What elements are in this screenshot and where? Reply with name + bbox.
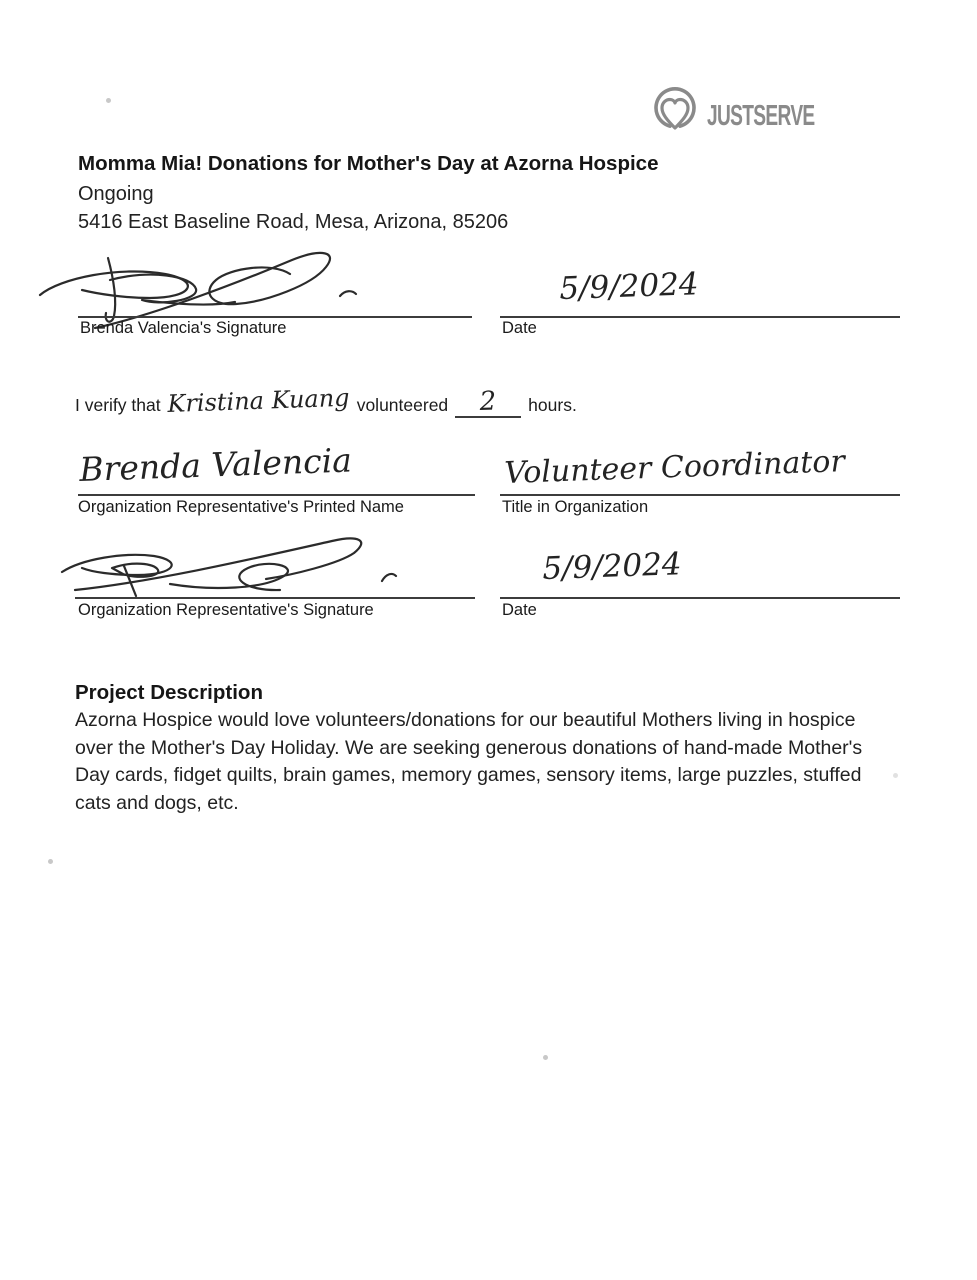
rep-title-label: Title in Organization bbox=[502, 498, 649, 516]
verify-middle: volunteered bbox=[356, 395, 449, 415]
rep-printed-name-handwritten: Brenda Valencia bbox=[78, 440, 353, 489]
rep-title-line bbox=[500, 494, 900, 496]
justserve-logo bbox=[651, 84, 870, 137]
rep-date-label: Date bbox=[502, 601, 537, 619]
project-title: Momma Mia! Donations for Mother's Day at Azorna Hospice bbox=[78, 152, 659, 175]
rep-printed-name-label: Organization Representative's Printed Name bbox=[78, 498, 404, 516]
scan-speck bbox=[106, 98, 111, 103]
scan-speck bbox=[48, 859, 53, 864]
hours-value-handwritten: 2 bbox=[478, 386, 497, 417]
hours-field bbox=[455, 386, 521, 418]
project-address: 5416 East Baseline Road, Mesa, Arizona, 85206 bbox=[78, 211, 509, 233]
volunteer-signature-label: Brenda Valencia's Signature bbox=[80, 319, 287, 337]
volunteer-name-handwritten: Kristina Kuang bbox=[166, 383, 350, 418]
rep-printed-name-line bbox=[78, 494, 475, 496]
rep-date-handwritten: 5/9/2024 bbox=[541, 546, 683, 587]
rep-date-line bbox=[500, 597, 900, 599]
volunteer-date-label: Date bbox=[502, 319, 537, 337]
scan-speck bbox=[893, 773, 898, 778]
volunteer-date-line bbox=[500, 316, 900, 318]
rep-title-handwritten: Volunteer Coordinator bbox=[503, 444, 846, 491]
project-schedule: Ongoing bbox=[78, 183, 154, 205]
verify-suffix: hours. bbox=[528, 395, 577, 415]
rep-signature-line bbox=[75, 597, 475, 599]
project-description-text: Azorna Hospice would love volunteers/donations for our beautiful Mothers living in hospice over the Mother's Day Holiday. We are seeking generous donations of hand-made Mother's Day cards, fidget quilts, brain games, memory games, sensory items, large puzzles, stuffed cats and dogs, etc. bbox=[75, 709, 863, 814]
scan-speck bbox=[543, 1055, 548, 1060]
hours-verification-sentence bbox=[75, 383, 577, 418]
volunteer-signature-line bbox=[78, 316, 472, 318]
rep-signature-label: Organization Representative's Signature bbox=[78, 601, 374, 619]
volunteer-date-handwritten: 5/9/2024 bbox=[558, 266, 700, 307]
logo-wordmark: justserve bbox=[707, 87, 815, 134]
verify-prefix: I verify that bbox=[75, 395, 161, 415]
project-description-heading: Project Description bbox=[75, 681, 263, 704]
heart-circle-icon bbox=[651, 84, 699, 137]
